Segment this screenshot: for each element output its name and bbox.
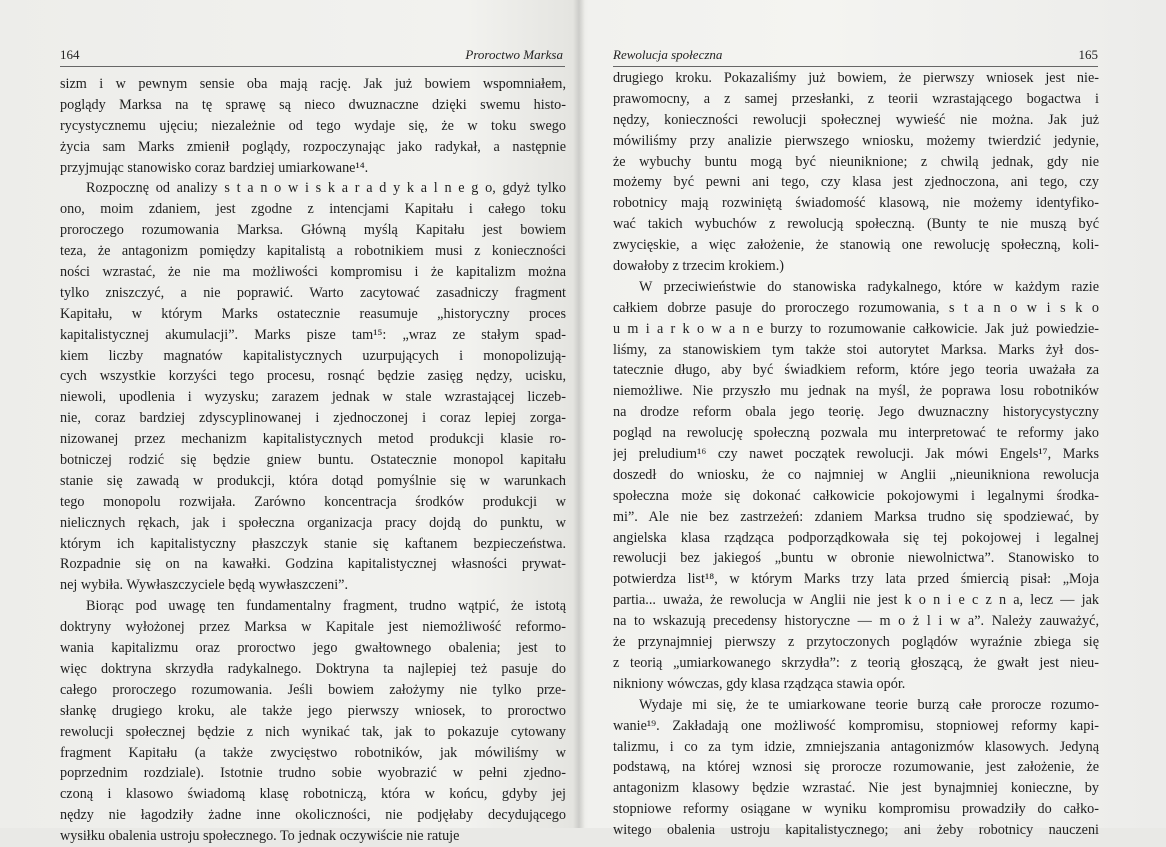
text-line: całkiem dobrze pasuje do proroczego rozumowania, s t a n o w i s k o <box>613 299 1099 316</box>
text-line: wać takich wybuchów z rewolucją społeczną. (Bunty te nie muszą być <box>613 216 1099 233</box>
text-line: prawomocny, a z samej przesłanki, z teorii wzrastającego bogactwa i <box>613 90 1099 107</box>
text-line: tylko zniszczyć, a nie poprawić. Warto zacytować zasadniczy fragment <box>60 284 566 301</box>
text-line: stopniowe reformy osiągane w wyniku kompromisu prowadziły do całko- <box>613 801 1099 818</box>
right-page-header <box>613 44 1098 67</box>
text-line: poprzednim rozdziale). Istotnie trudno sobie wyobrazić w pełni zjedno- <box>60 765 566 782</box>
text-line: dowałoby z trzecim krokiem.) <box>613 258 784 275</box>
text-line: rewolucji społecznej będzie z nich wynikać tak, jak to pokazuje cytowany <box>60 723 566 740</box>
text-line: zwycięskie, a więc założenie, że stanowią one rewolucję społeczną, koli- <box>613 237 1099 254</box>
text-line: niemożliwe. Nie przyszło mu jednak na myśl, że poprawa losu robotników <box>613 383 1099 400</box>
left-running-title: Proroctwo Marksa <box>465 47 563 62</box>
text-line: botniczej rodzić się będzie gniew buntu. Ostatecznie monopol kapitału <box>60 452 566 469</box>
text-line: kiem liczby magnatów kapitalistycznych uzurpujących i monopolizują- <box>60 347 566 364</box>
text-line: więc doktryna skrzydła radykalnego. Doktryna ta najlepiej też pasuje do <box>60 660 566 677</box>
text-line: pogląd na rewolucję społeczną pozwala mu interpretować te reformy jako <box>613 425 1099 442</box>
text-line: fragment Kapitału (a także zwycięstwo robotników, jak mówiliśmy w <box>60 744 566 761</box>
text-line: drugiego kroku. Pokazaliśmy już bowiem, że pierwszy wniosek jest nie- <box>613 70 1099 86</box>
text-line: ono, moim zdaniem, jest zgodne z intencjami Kapitału i całego toku <box>60 201 566 218</box>
text-line: z teorią „umiarkowanego skrzydła”: z teorią głoszącą, że gwałt jest nieu- <box>613 654 1099 671</box>
text-line: że przynajmniej pierwszy z przytoczonych poglądów wyraźnie zbiega się <box>613 634 1099 651</box>
text-line: jej preludium¹⁶ czy nawet początek rewolucji. Jak mówi Engels¹⁷, Marks <box>613 446 1099 463</box>
text-line: przyjmując stanowisko coraz bardziej umiarkowane¹⁴. <box>60 159 369 176</box>
text-line: nie, coraz bardziej zdyscyplinowanej i zjednoczonej i coraz lepiej zorga- <box>60 410 566 427</box>
text-line: tatecznie długo, aby być świadkiem reform, które jego teoria uważała za <box>613 362 1099 379</box>
text-line: doktryny wyłożonej przez Marksa w Kapitale jest niemożliwość reformo- <box>60 619 566 636</box>
text-line: wysiłku obalenia ustroju społecznego. To jednak oczywiście nie ratuje <box>60 828 460 845</box>
text-line: czoną i klasowo świadomą klasę robotniczą, która w końcu, gdyby jej <box>60 786 566 803</box>
text-line: wania kapitalizmu oraz proroctwo jego gwałtownego obalenia; jest to <box>60 640 566 657</box>
right-running-title: Rewolucja społeczna <box>613 47 723 62</box>
right-page-body <box>613 68 1099 841</box>
text-line: niewoli, upodlenia i wyzysku; zarazem jednak w stale wzrastającej liczeb- <box>60 389 566 406</box>
left-page-body <box>60 74 566 847</box>
text-line: mówiliśmy przy analizie pierwszego wniosku, możemy twierdzić jedynie, <box>613 132 1099 149</box>
text-line: słankę drugiego kroku, ale także jego pierwszy wniosek, to proroctwo <box>60 702 566 719</box>
text-line: którym ich kapitalistyczny płaszczyk stanie się kaftanem bezpieczeństwa. <box>60 535 566 552</box>
text-line: tego monopolu rozwijała. Zarówno koncentracja środków produkcji w <box>60 493 566 510</box>
text-line: możemy być pewni ani tego, czy klasa jest zjednoczona, ani tego, czy <box>613 174 1099 191</box>
text-line: nizowanej przez mechanizm kapitalistycznych metod produkcji klasie ro- <box>60 431 566 448</box>
text-line: sizm i w pewnym sensie oba mają rację. Jak już bowiem wspomniałem, <box>60 76 566 92</box>
text-line: podstawą, na której wznosi się prorocze rozumowanie, jest założenie, że <box>613 759 1099 776</box>
text-line: że wybuchy buntu mogą być nieuniknione; z chwilą jednak, gdy nie <box>613 153 1099 170</box>
text-line: całego proroczego rozumowania. Jeśli bowiem założymy nie tylko prze- <box>60 681 566 698</box>
text-line: poglądy Marksa na tę sprawę są nieco dwuznaczne dzięki swemu histo- <box>60 96 566 113</box>
text-line: Rozpocznę od analizy s t a n o w i s k a r a d y k a l n e g o, gdyż tylko <box>86 180 566 197</box>
text-line: mi”. Ale nie bez zastrzeżeń: zdaniem Marksa trudno się spodziewać, by <box>613 508 1099 525</box>
text-line: potwierdza list¹⁸, w którym Marks trzy lata przed śmiercią pisał: „Moja <box>613 571 1099 588</box>
text-line: liśmy, za stanowiskiem tym także stoi autorytet Marksa. Marks żył dos- <box>613 341 1099 358</box>
text-line: społeczna może się dokonać całkowicie pokojowymi i legalnymi środka- <box>613 487 1099 504</box>
text-line: Rozpadnie się on na kawałki. Godzina kapitalistycznej własności prywat- <box>60 556 566 573</box>
text-line: nej wybiła. Wywłaszczyciele będą wywłaszczeni”. <box>60 577 349 594</box>
text-line: życia sam Marks zmienił poglądy, rozpoczynając jako radykał, a następnie <box>60 138 566 155</box>
text-line: nielicznych rękach, jak i społeczna organizacja pracy dojdą do punktu, w <box>60 514 566 531</box>
left-page <box>0 0 575 845</box>
right-page <box>585 0 1166 839</box>
text-line: rycystycznemu ujęciu; niezależnie od tego wydaje się, że w toku swego <box>60 117 566 134</box>
text-line: u m i a r k o w a n e burzy to rozumowanie całkowicie. Jak już powiedzie- <box>613 320 1099 337</box>
text-line: nędzy, konieczności rewolucji społecznej wywieść nie można. Jak już <box>613 111 1099 128</box>
text-line: angielska klasa rządząca podporządkowała się tej pokojowej i legalnej <box>613 529 1099 546</box>
text-line: ności wzrastać, że nie ma możliwości kompromisu i że kapitalizm można <box>60 264 566 281</box>
text-line: proroczego rozumowania Marksa. Główną myślą Kapitału jest bowiem <box>60 222 566 239</box>
text-line: cych wszystkie korzyści tego procesu, rosnąć będzie zasięg nędzy, ucisku, <box>60 368 566 385</box>
right-page-number: 165 <box>1078 47 1098 62</box>
text-line: wanie¹⁹. Zakładają one możliwość kompromisu, stopniowej reformy kapi- <box>613 717 1099 734</box>
text-line: W przeciwieństwie do stanowiska radykalnego, które w każdym razie <box>639 278 1099 295</box>
text-line: Biorąc pod uwagę ten fundamentalny fragment, trudno wątpić, że istotą <box>86 598 566 615</box>
text-line: stanie się zawadą w produkcji, która dotąd pomyślnie się w warunkach <box>60 472 566 489</box>
text-line: doszedł do wniosku, że co najmniej w Anglii „nieunikniona rewolucja <box>613 466 1099 483</box>
text-line: robotnicy mają rozwiniętą świadomość klasową, nie możemy identyfiko- <box>613 195 1099 212</box>
text-line: talizmu, i co za tym idzie, zmniejszania antagonizmów klasowych. Jedyną <box>613 738 1099 755</box>
text-line: rewolucji bez jakiegoś „buntu w obronie niewolnictwa”. Stanowisko to <box>613 550 1099 567</box>
text-line: witego obalenia ustroju kapitalistycznego; ani żeby robotnicy nauczeni <box>613 822 1099 839</box>
text-line: antagonizm klasowy będzie wzrastać. Nie jest bynajmniej konieczne, by <box>613 780 1099 797</box>
text-line: nikniony wówczas, gdy klasa rządząca stawia opór. <box>613 675 906 692</box>
text-line: Kapitału, w którym Marks ostatecznie reasumuje „historyczny proces <box>60 305 566 322</box>
text-line: na to wskazują precedensy historyczne — m o ż l i w a”. Należy zauważyć, <box>613 613 1099 630</box>
text-line: nędzy nie łagodziły żadne inne okoliczności, nie podjęłaby decydującego <box>60 807 566 824</box>
left-page-number: 164 <box>60 47 80 62</box>
left-page-header <box>60 44 565 67</box>
text-line: partia... uważa, że rewolucja w Anglii nie jest k o n i e c z n a, lecz — jak <box>613 592 1099 609</box>
text-line: Wydaje mi się, że te umiarkowane teorie burzą całe prorocze rozumo- <box>639 696 1099 713</box>
text-line: kapitalistycznej akumulacji”. Marks pisze tam¹⁵: „wraz ze stałym spad- <box>60 326 566 343</box>
text-line: teza, że antagonizm pomiędzy kapitalistą a robotnikiem musi z konieczności <box>60 243 566 260</box>
text-line: na drodze reform obala jego teorię. Jego dwuznaczny historycystyczny <box>613 404 1099 421</box>
